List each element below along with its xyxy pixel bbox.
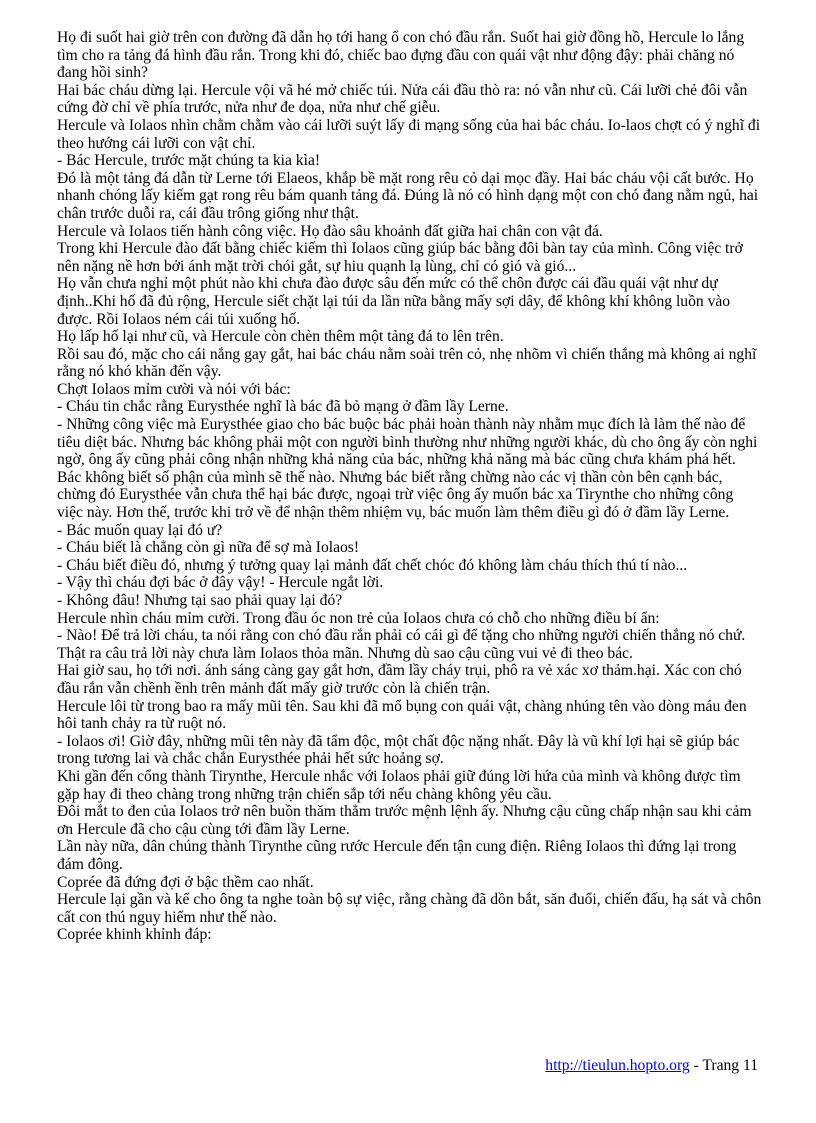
paragraph: Hercule và Iolaos tiến hành công việc. Họ đào sâu khoảnh đất giữa hai chân con vật đá. <box>57 222 603 240</box>
page-number: - Trang 11 <box>689 1057 758 1074</box>
paragraph: Hercule lại gần và kể cho ông ta nghe toàn bộ sự việc, rằng chàng đã dồn bắt, săn đuổi, chiến đấu, hạ sát và chôn cất con thú nguy hiểm như thế nào. <box>57 891 762 926</box>
paragraph: Họ vẫn chưa nghỉ một phút nào khi chưa đào được sâu đến mức có thể chôn được cái đầu quái vật như dự định..Khi hố đã đủ rộng, Hercule siết chặt lại túi da lần nữa bằng mấy sợi dây, để không khí không luồn vào được. Rồi Iolaos ném cái túi xuống hố. <box>57 275 731 328</box>
paragraph: - Nào! Để trả lời cháu, ta nói rằng con chó đầu rắn phải có cái gì để tặng cho những người chiến thắng nó chứ. <box>57 627 746 645</box>
paragraph: Hercule lôi từ trong bao ra mấy mũi tên. Sau khi đã mổ bụng con quái vật, chàng nhúng tên vào dòng máu đen hôi tanh chảy ra từ ruột nó. <box>57 697 747 733</box>
paragraph: Hai giờ sau, họ tới nơi. ánh sáng càng gay gắt hơn, đầm lầy cháy trụi, phô ra vẻ xác xơ thảm.hại. Xác con chó đầu rắn vẫn chềnh ềnh trên mảnh đất mấy giờ trước còn là chiến trận. <box>57 662 742 697</box>
paragraph: - Bác muốn quay lại đó ư? <box>57 521 223 539</box>
paragraph: Họ đi suốt hai giờ trên con đường đã dẫn họ tới hang ổ con chó đầu rắn. Suốt hai giờ đồng hồ, Hercule lo lắng tìm cho ra tảng đá hình đầu rắn. Trong khi đó, chiếc bao đựng đầu con quái vật như động đậy: phải chăng nó đang hồi sinh? <box>57 29 745 82</box>
paragraph: - Cháu biết điều đó, nhưng ý tưởng quay lại mảnh đất chết chóc đó không làm cháu thích thú tí nào... <box>57 556 688 574</box>
paragraph: - Không đâu! Nhưng tại sao phải quay lại đó? <box>57 592 343 609</box>
paragraph: Hai bác cháu dừng lại. Hercule vội vã hé mở chiếc túi. Nửa cái đầu thò ra: nó vẫn như cũ. Cái lưỡi chẻ đôi vẫn cứng đờ chỉ về phía trước, nửa như đe dọa, nửa như chế giễu. <box>57 81 748 117</box>
paragraph: Đôi mắt to đen của Iolaos trở nên buồn thăm thẳm trước mệnh lệnh ấy. Nhưng cậu cũng chấp nhận sau khi cảm ơn Hercule đã cho cậu cùng tới đầm lầy Lerne. <box>57 803 752 838</box>
page-body <box>57 29 763 944</box>
paragraph: - Những công việc mà Eurysthée giao cho bác buộc bác phải hoàn thành này nhằm mục đích là làm thế nào để tiêu diệt bác. Nhưng bác không phải một con người bình thường như những người khác, dù cho ông ấy còn nghi ngờ, ông ấy cũng phải công nhận những khả năng của bác, những khả năng mà bác cũng chưa khám phá hết. Bác không biết số phận của mình sẽ thế nào. Nhưng bác biết rằng chừng nào các vị thần còn bên cạnh bác, chừng đó Eurysthée vẫn chưa thể hại bác được, ngoại trừ việc ông ấy muốn bác xa Tirynthe cho những công việc này. Hơn thế, trước khi trở về để nhận thêm nhiệm vụ, bác muốn làm thêm điều gì đó ở đầm lầy Lerne. <box>57 416 758 522</box>
paragraph: Hercule nhìn cháu mỉm cười. Trong đầu óc non trẻ của Iolaos chưa có chỗ cho những điều bí ẩn: <box>57 609 660 627</box>
paragraph: Thật ra câu trả lời này chưa làm Iolaos thỏa mãn. Nhưng dù sao cậu cũng vui vẻ đi theo bác. <box>57 644 633 662</box>
paragraph: Chợt Iolaos mỉm cười và nói với bác: <box>57 380 291 398</box>
paragraph: Đó là một tảng đá dẫn từ Lerne tới Elaeos, khắp bề mặt rong rêu cỏ dại mọc đầy. Hai bác cháu vội cất bước. Họ nhanh chóng lấy kiếm gạt rong rêu bám quanh tảng đá. Đúng là nó có hình dạng một con chó đang nằm ngủ, hai chân trước duỗi ra, cái đầu trông giống như thật. <box>57 169 759 222</box>
paragraph: Họ lấp hố lại như cũ, và Hercule còn chèn thêm một tảng đá to lên trên. <box>57 328 504 346</box>
paragraph: Coprée đã đứng đợi ở bậc thềm cao nhất. <box>57 873 314 891</box>
paragraph: Coprée khinh khỉnh đáp: <box>57 926 212 944</box>
paragraph: - Vậy thì cháu đợi bác ở đây vậy! - Hercule ngắt lời. <box>57 574 384 592</box>
paragraph: Lần này nữa, dân chúng thành Tirynthe cũng rước Hercule đến tận cung điện. Riêng Iolaos thì đứng lại trong đám đông. <box>57 838 737 873</box>
paragraph: Rồi sau đó, mặc cho cái nắng gay gắt, hai bác cháu nằm soài trên cỏ, nhẹ nhõm vì chiến thắng mà không ai nghĩ rằng nó khó khăn đến vậy. <box>57 345 757 381</box>
source-link[interactable]: http://tieulun.hopto.org <box>545 1057 690 1074</box>
paragraph: - Iolaos ơi! Giờ đây, những mũi tên này đã tẩm độc, một chất độc nặng nhất. Đây là vũ khí lợi hại sẽ giúp bác trong tương lai và chắc chắn Eurysthée phải hết sức hoảng sợ. <box>57 732 740 768</box>
page-footer <box>545 1057 758 1075</box>
paragraph: Khi gần đến cổng thành Tirynthe, Hercule nhắc với Iolaos phải giữ đúng lời hứa của mình và không được tìm gặp hay đi theo chàng trong những trận chiến sắp tới nếu chàng không yêu cầu. <box>57 767 741 803</box>
paragraph: - Cháu biết là chẳng còn gì nữa để sợ mà Iolaos! <box>57 539 360 557</box>
paragraph: Trong khi Hercule đào đất bằng chiếc kiếm thì Iolaos cũng giúp bác bằng đôi bàn tay của mình. Công việc trở nên nặng nề hơn bởi ánh mặt trời chói gắt, sự hiu quạnh lạ lùng, chỉ có gió và gió... <box>57 240 743 275</box>
paragraph: - Bác Hercule, trước mặt chúng ta kia kìa! <box>57 152 321 170</box>
paragraph: Hercule và Iolaos nhìn chằm chằm vào cái lưỡi suýt lấy đi mạng sống của hai bác cháu. Io-laos chợt có ý nghĩ đi theo hướng cái lưỡi con vật chỉ. <box>57 116 761 152</box>
paragraph: - Cháu tin chắc rằng Eurysthée nghĩ là bác đã bỏ mạng ở đầm lầy Lerne. <box>57 398 509 416</box>
